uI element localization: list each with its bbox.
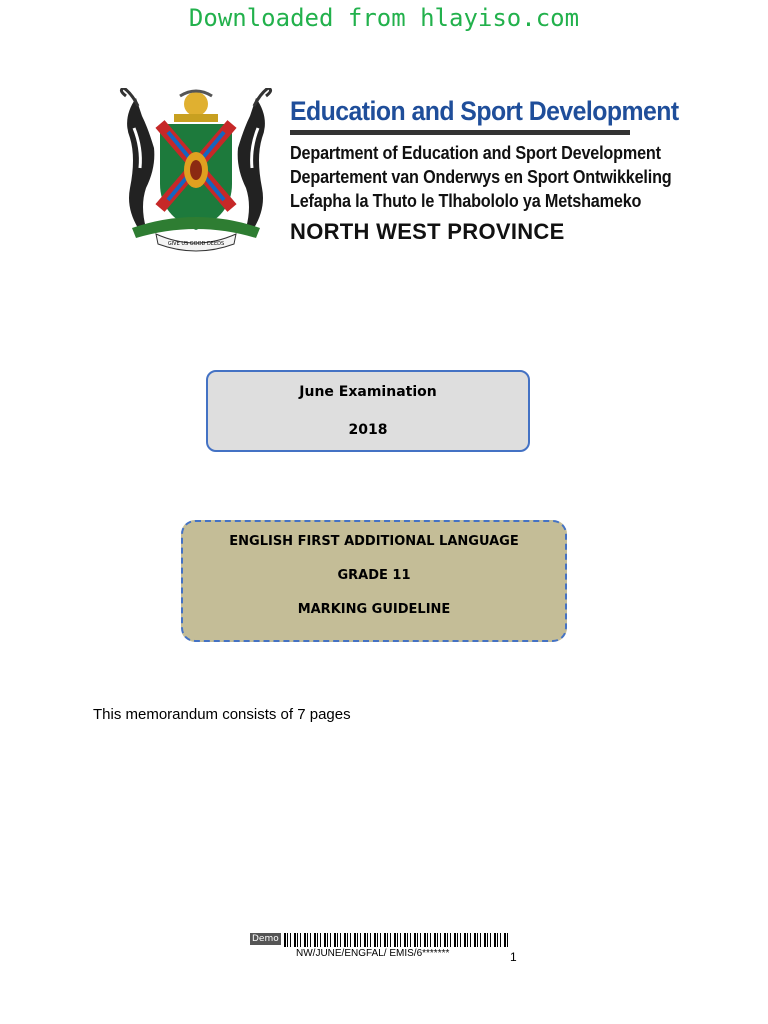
exam-info-box [206, 370, 530, 452]
department-title: Education and Sport Development [290, 96, 679, 126]
demo-tag: Demo [252, 934, 279, 944]
exam-title: June Examination [299, 384, 437, 400]
barcode-icon [250, 933, 510, 947]
department-header [290, 96, 679, 245]
subject-info-box [181, 520, 567, 642]
department-name-setswana: Lefapha la Thuto le Tlhabololo ya Metshameko [290, 191, 642, 211]
header-divider [290, 130, 630, 135]
crest-motto: GIVE US GOOD DEEDS [167, 241, 225, 247]
subject-name: ENGLISH FIRST ADDITIONAL LANGUAGE [229, 534, 519, 549]
page-count-note: This memorandum consists of 7 pages [93, 706, 351, 723]
page-number: 1 [510, 950, 517, 964]
province-name: NORTH WEST PROVINCE [290, 219, 565, 244]
watermark-text: Downloaded from hlayiso.com [188, 4, 580, 32]
department-name-english: Department of Education and Sport Development [290, 143, 661, 163]
exam-year: 2018 [348, 422, 388, 438]
document-code: NW/JUNE/ENGFAL/ EMIS/6******* [296, 948, 450, 959]
document-type: MARKING GUIDELINE [297, 602, 451, 617]
grade-label: GRADE 11 [337, 568, 411, 583]
coat-of-arms-icon [116, 88, 276, 254]
department-name-afrikaans: Departement van Onderwys en Sport Ontwikkeling [290, 167, 672, 187]
